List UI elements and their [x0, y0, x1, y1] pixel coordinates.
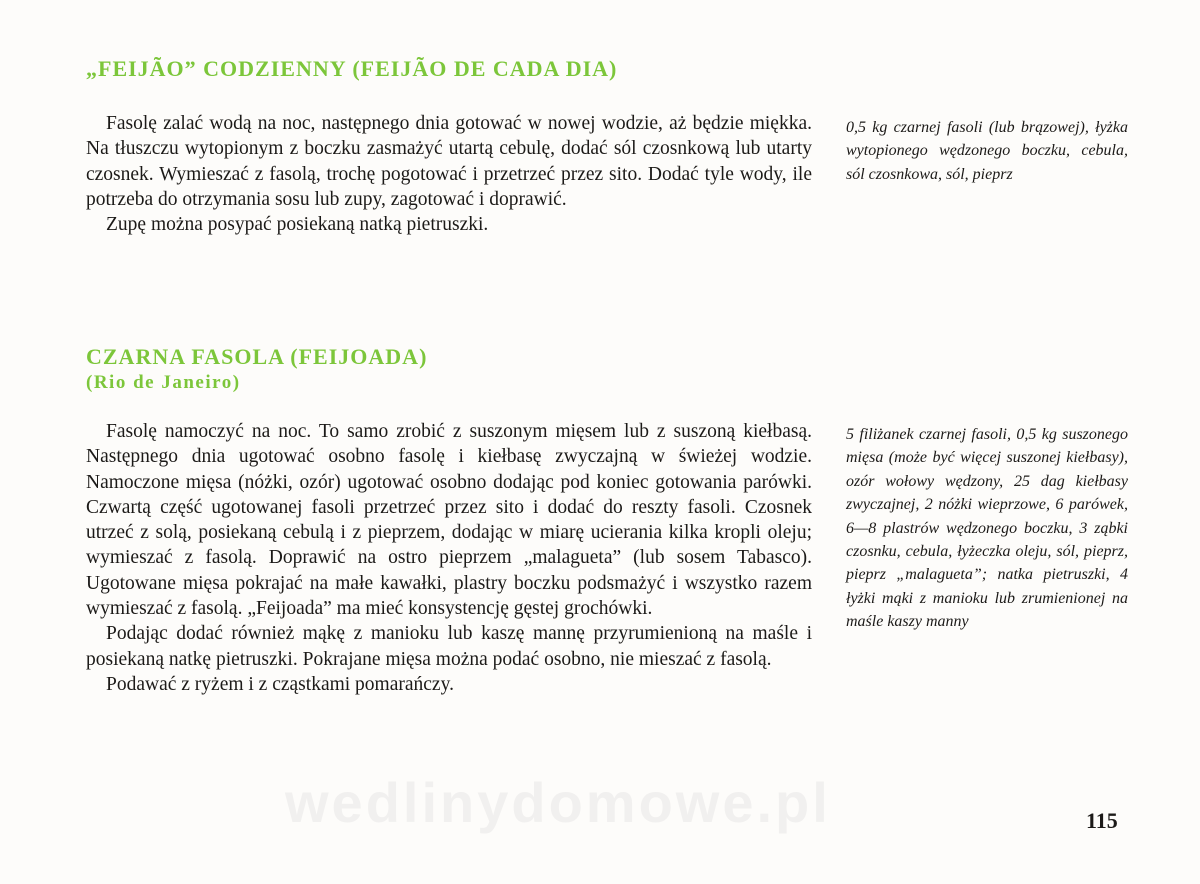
- recipe1-ingredients: 0,5 kg czarnej fasoli (lub brązowej), łyżka wytopionego wędzonego boczku, cebula, sól czosnkowa, sól, pieprz: [846, 119, 1128, 183]
- recipe1-paragraph: Fasolę zalać wodą na noc, następnego dnia gotować w nowej wodzie, aż będzie miękka. Na tłuszczu wytopionym z boczku zasmażyć utartą cebulę, dodać sól czosnkową lub utarty czosnek. Wymieszać z fasolą, trochę pogotować i przetrzeć przez sito. Dodać tyle wody, ile potrzeba do otrzymania sosu lub zupy, zagotować i doprawić.: [86, 113, 812, 210]
- recipe2-paragraph: Fasolę namoczyć na noc. To samo zrobić z suszonym mięsem lub z suszoną kiełbasą. Następnego dnia ugotować osobno fasolę i kiełbasę zwyczajną w świeżej wodzie. Namoczone mięsa (nóżki, ozór) ugotować osobno dodając pod koniec gotowania parówki. Czwartą część ugotowanej fasoli przetrzeć przez sito i dodać do reszty fasoli. Czosnek utrzeć z solą, posiekaną cebulą i z pieprzem, dodając w miarę ucierania kilka kropli oleju; wymieszać z fasolą. Doprawić na ostro pieprzem „malagueta” (lub sosem Tabasco). Ugotowane mięsa pokrajać na małe kawałki, plastry boczku podsmażyć i wszystko razem wymieszać z fasolą. „Feijoada” ma mieć konsystencję gęstej grochówki.: [86, 421, 812, 620]
- recipe2-subtitle: (Rio de Janeiro): [86, 372, 241, 393]
- page-number: 115: [1086, 808, 1118, 833]
- recipe1-title: „FEIJÃO” CODZIENNY (FEIJÃO DE CADA DIA): [86, 56, 618, 81]
- recipe2-paragraph: Podawać z ryżem i z cząstkami pomarańczy.: [106, 673, 454, 695]
- recipe1-instructions: [86, 111, 812, 237]
- recipe1-paragraph: Zupę można posypać posiekaną natką pietruszki.: [106, 214, 489, 236]
- recipe2-title: CZARNA FASOLA (FEIJOADA): [86, 344, 428, 369]
- watermark: wedlinydomowe.pl: [285, 771, 831, 834]
- recipe2-paragraph: Podając dodać również mąkę z manioku lub kaszę mannę przyrumienioną na maśle i posiekaną natkę pietruszki. Pokrajane mięsa można podać osobno, nie mieszać z fasolą.: [86, 623, 812, 670]
- recipe2-instructions: [86, 419, 812, 697]
- recipe2-ingredients: 5 filiżanek czarnej fasoli, 0,5 kg suszonego mięsa (może być więcej suszonej kiełbasy), ozór wołowy wędzony, 25 dag kiełbasy zwyczajnej, 2 nóżki wieprzowe, 6 parówek, 6—8 plastrów wędzonego boczku, 3 ząbki czosnku, cebula, łyżeczka oleju, sól, pieprz, pieprz „malagueta”; natka pietruszki, 4 łyżki mąki z manioku lub zrumienionej na maśle kaszy manny: [846, 426, 1128, 631]
